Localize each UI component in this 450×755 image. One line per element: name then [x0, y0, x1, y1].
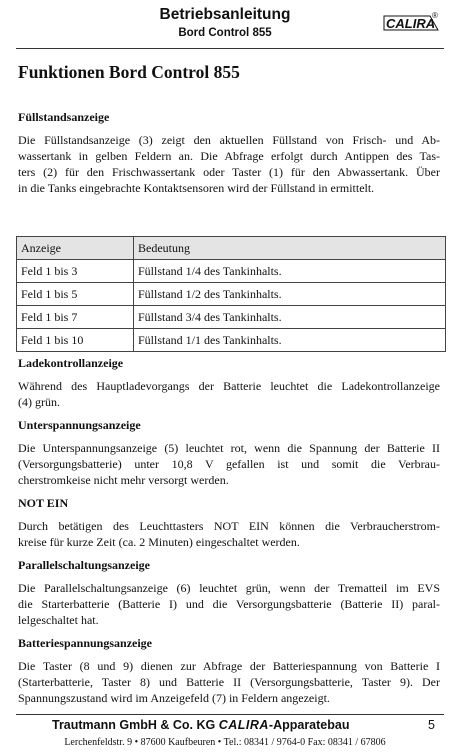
section-heading-notein: NOT EIN: [18, 496, 69, 510]
footer-company-post: -Apparatebau: [268, 718, 350, 732]
logo-text: CALIRA: [386, 16, 436, 31]
table-row: [17, 260, 446, 283]
text-line: die Starterbatterie (Batterie I) und die Versorgungsbatterie (Batterie II) paral-: [18, 597, 440, 611]
header-rule: [16, 48, 444, 49]
footer-company: [52, 718, 349, 732]
section-heading-ladekontrolle: Ladekontrollanzeige: [18, 356, 124, 370]
table-header-row: [17, 237, 446, 260]
table-cell: Füllstand 1/4 des Tankinhalts.: [134, 260, 446, 283]
text-line: (Versorgungsbatterie) unter 10,8 V gefallen ist und somit die Verbrau-: [18, 457, 440, 471]
section-heading-unterspannung: Unterspannungsanzeige: [18, 418, 141, 432]
paragraph-ladekontrolle: [18, 378, 440, 410]
text-line: in die Tanks eingebrachte Kontaktsensoren wird der Füllstand in ermittelt.: [18, 181, 375, 195]
text-line: Die Taster (8 und 9) dienen zur Abfrage der Batteriespannung von Batterie I: [18, 659, 440, 673]
table-row: [17, 283, 446, 306]
table-cell: Feld 1 bis 10: [17, 329, 134, 352]
fill-level-table: [16, 236, 446, 352]
paragraph-batteriespannung: [18, 658, 440, 706]
paragraph-notein: [18, 518, 440, 550]
text-line: Die Parallelschaltungsanzeige (6) leuchtet grün, wenn der Trematteil im EVS: [18, 581, 440, 595]
table-header-cell: Anzeige: [17, 237, 134, 260]
text-line: Während des Hauptladevorgangs der Batterie leuchtet die Ladekontrollanzeige: [18, 379, 440, 393]
text-line: (4) grün.: [18, 395, 60, 409]
text-line: Die Füllstandsanzeige (3) zeigt den aktuellen Füllstand von Frisch- und Ab-: [18, 133, 440, 147]
text-line: (Starterbatterie, Taster 8) und Batterie II (Versorgungsbatterie, Taster 9). Der: [18, 675, 440, 689]
section-heading-batteriespannung: Batteriespannungsanzeige: [18, 636, 153, 650]
text-line: lelgeschaltet hat.: [18, 613, 99, 627]
section-heading-fuellstand: Füllstandsanzeige: [18, 110, 110, 124]
table-cell: Feld 1 bis 7: [17, 306, 134, 329]
table-row: [17, 306, 446, 329]
header-subtitle: Bord Control 855: [178, 27, 272, 39]
footer-address: Lerchenfeldstr. 9 • 87600 Kaufbeuren • Tel.: 08341 / 9764-0 Fax: 08341 / 67806: [64, 737, 386, 748]
text-line: Spannungszustand wird im Anzeigefeld (7) in Feldern angezeigt.: [18, 691, 330, 705]
text-line: cherstromkeise nicht mehr versorgt werden.: [18, 473, 229, 487]
page-number: 5: [428, 718, 435, 732]
paragraph-fuellstand: [18, 132, 440, 196]
table-cell: Füllstand 1/1 des Tankinhalts.: [134, 329, 446, 352]
text-line: Die Unterspannungsanzeige (5) leuchtet rot, wenn die Spannung der Batterie II: [18, 441, 440, 455]
footer-brand: CALIRA: [218, 718, 269, 732]
text-line: wassertank in gelben Feldern an. Die Abfrage erfolgt durch Antippen des Tas-: [18, 149, 440, 163]
paragraph-parallel: [18, 580, 440, 628]
table-row: [17, 329, 446, 352]
page-title: Funktionen Bord Control 855: [18, 62, 240, 82]
header-title: Betriebsanleitung: [159, 6, 291, 23]
table-cell: Feld 1 bis 3: [17, 260, 134, 283]
text-line: ters (2) für den Frischwassertank oder Taster (1) für den Abwassertank. Über: [18, 165, 440, 179]
table-cell: Füllstand 3/4 des Tankinhalts.: [134, 306, 446, 329]
text-line: kreise für kurze Zeit (ca. 2 Minuten) eingeschaltet werden.: [18, 535, 300, 549]
footer-rule: [16, 714, 444, 715]
paragraph-unterspannung: [18, 440, 440, 488]
page-header: [0, 0, 450, 48]
text-line: Durch betätigen des Leuchttasters NOT EIN können die Verbraucherstrom-: [18, 519, 440, 533]
table-header-cell: Bedeutung: [134, 237, 446, 260]
table-cell: Füllstand 1/2 des Tankinhalts.: [134, 283, 446, 306]
registered-mark: ®: [432, 11, 438, 20]
footer-company-pre: Trautmann GmbH & Co. KG: [52, 718, 219, 732]
table-cell: Feld 1 bis 5: [17, 283, 134, 306]
calira-logo: [382, 10, 440, 36]
section-heading-parallel: Parallelschaltungsanzeige: [18, 558, 150, 572]
